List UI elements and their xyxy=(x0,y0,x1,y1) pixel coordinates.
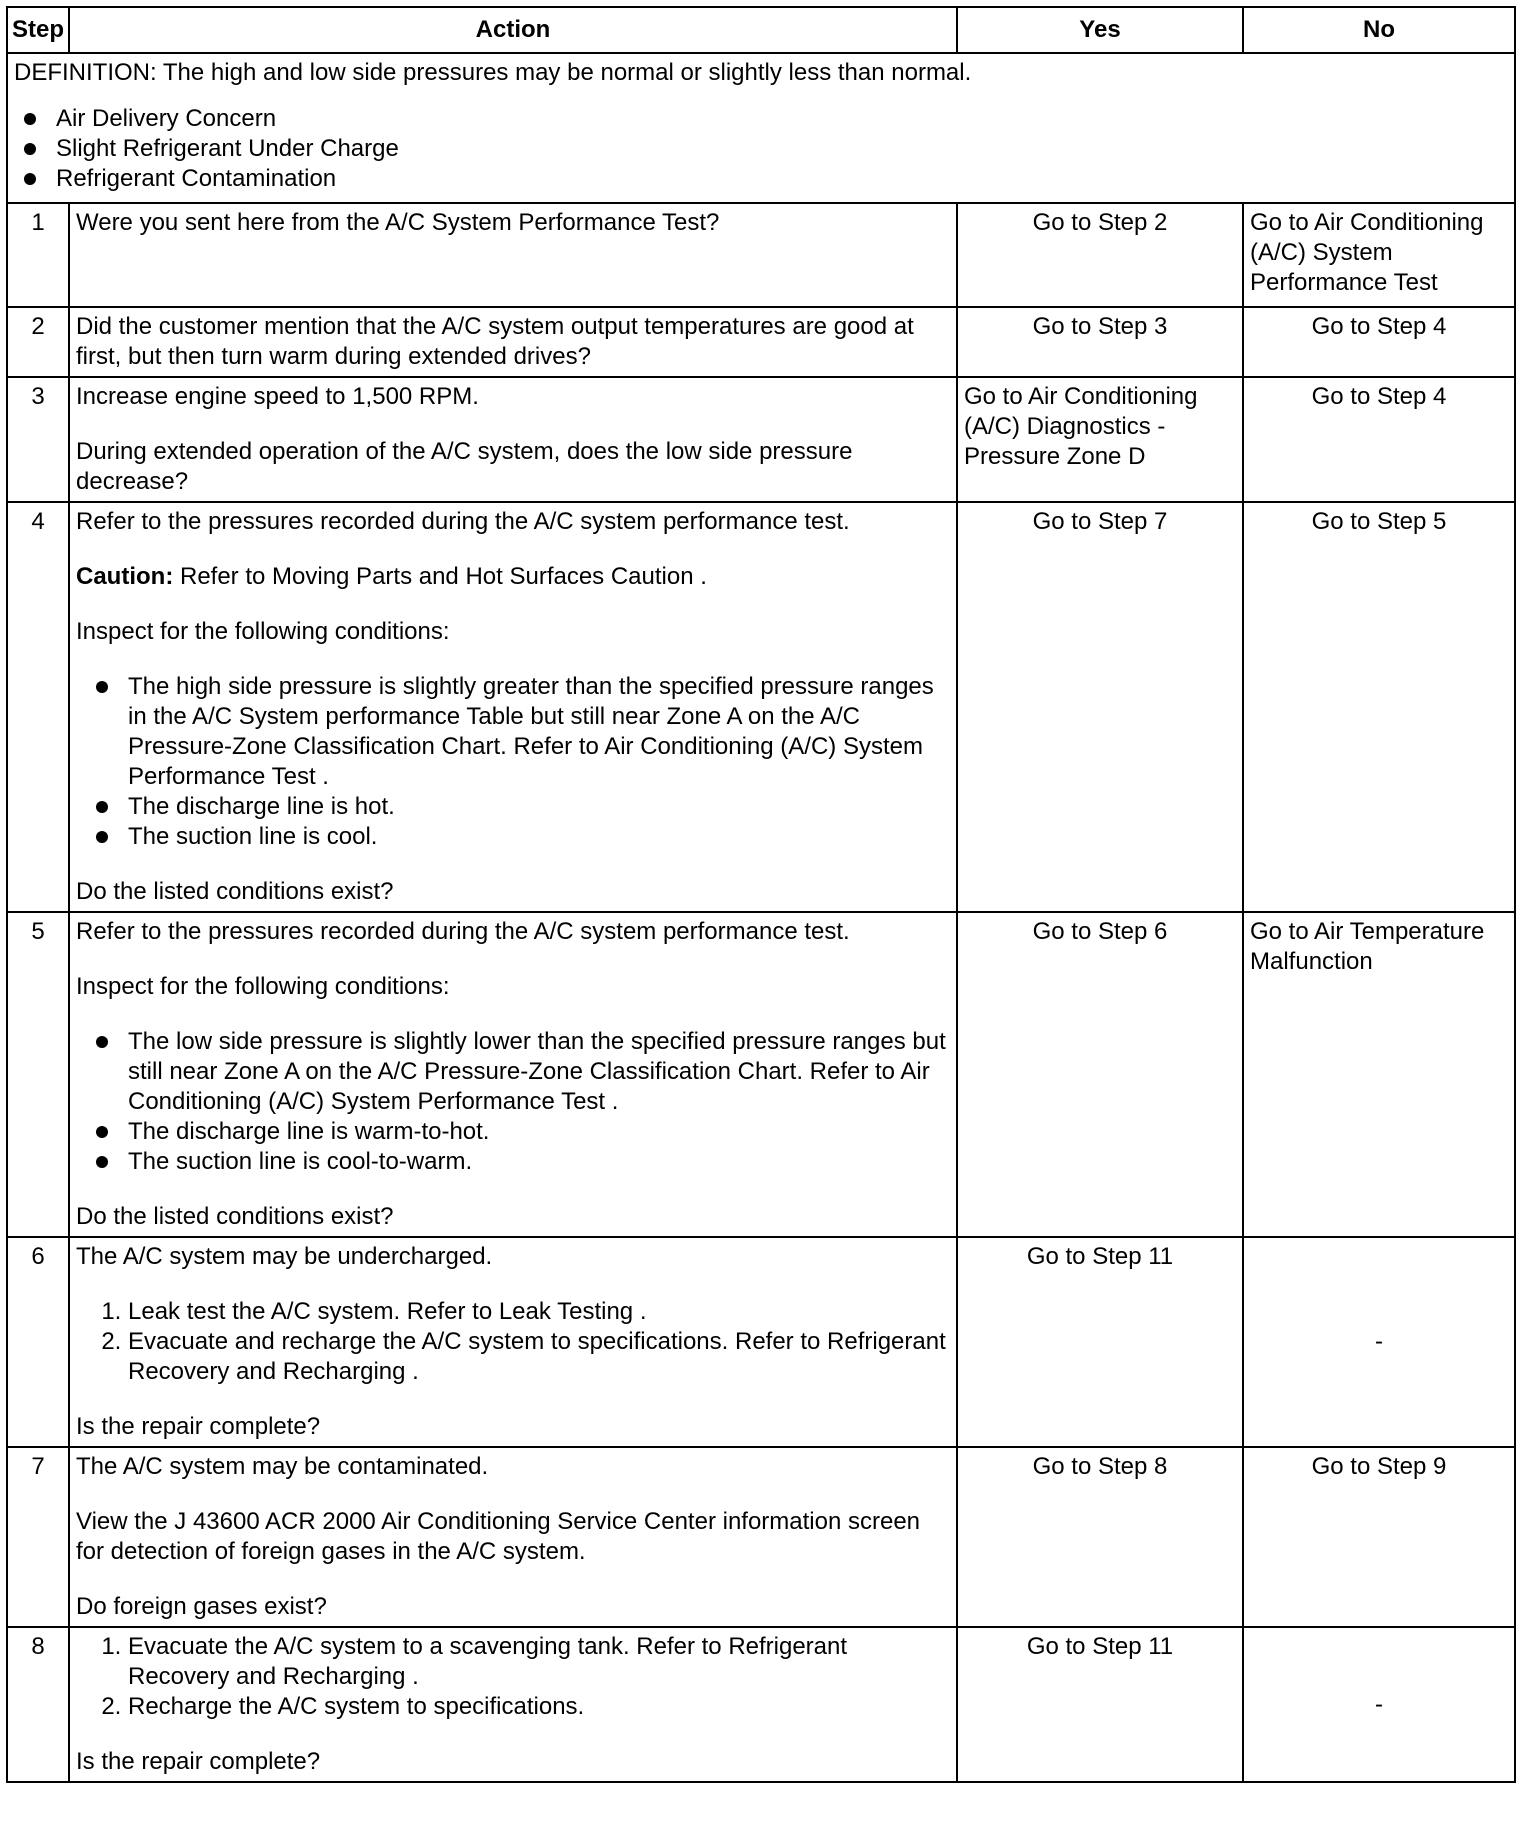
yes-cell: Go to Step 11 xyxy=(957,1237,1243,1447)
no-cell: Go to Step 4 xyxy=(1243,307,1515,377)
yes-cell: Go to Step 11 xyxy=(957,1627,1243,1782)
header-yes: Yes xyxy=(957,7,1243,53)
step-number: 6 xyxy=(7,1237,69,1447)
caution-text: Refer to Moving Parts and Hot Surfaces Caution . xyxy=(173,563,707,590)
list-item: Refrigerant Contamination xyxy=(56,164,1508,194)
no-cell: - xyxy=(1243,1237,1515,1447)
list-item: The suction line is cool. xyxy=(128,822,950,852)
no-cell: Go to Air Conditioning (A/C) System Performance Test xyxy=(1243,203,1515,307)
question-text: Did the customer mention that the A/C system output temperatures are good at first, but then turn warm during extended drives? xyxy=(76,313,914,370)
step-number: 5 xyxy=(7,912,69,1237)
action-cell xyxy=(69,307,957,377)
question-text: Do the listed conditions exist? xyxy=(76,1203,394,1230)
list-item: 2. Recharge the A/C system to specifications. xyxy=(128,1692,950,1722)
header-row xyxy=(7,7,1515,53)
table-row xyxy=(7,203,1515,307)
action-cell xyxy=(69,203,957,307)
no-cell: Go to Air Temperature Malfunction xyxy=(1243,912,1515,1237)
step-number: 1 xyxy=(7,203,69,307)
table-row xyxy=(7,1447,1515,1627)
step-number: 2 xyxy=(7,307,69,377)
header-step: Step xyxy=(7,7,69,53)
definition-cell xyxy=(7,53,1515,203)
action-cell xyxy=(69,377,957,502)
action-text: Refer to the pressures recorded during the A/C system performance test. xyxy=(76,918,850,945)
table-row xyxy=(7,1237,1515,1447)
yes-cell: Go to Air Conditioning (A/C) Diagnostics - Pressure Zone D xyxy=(957,377,1243,502)
list-item: 2. Evacuate and recharge the A/C system to specifications. Refer to Refrigerant Recovery and Recharging . xyxy=(128,1327,950,1387)
action-text: Increase engine speed to 1,500 RPM. xyxy=(76,383,479,410)
no-cell: Go to Step 4 xyxy=(1243,377,1515,502)
list-item: 1. Evacuate the A/C system to a scavenging tank. Refer to Refrigerant Recovery and Recharging . xyxy=(128,1632,950,1692)
question-text: Do foreign gases exist? xyxy=(76,1593,327,1620)
procedure-list xyxy=(76,1297,950,1387)
question-text: During extended operation of the A/C system, does the low side pressure decrease? xyxy=(76,438,853,495)
question-text: Do the listed conditions exist? xyxy=(76,878,394,905)
step-number: 8 xyxy=(7,1627,69,1782)
header-action: Action xyxy=(69,7,957,53)
caution-label: Caution: xyxy=(76,563,174,590)
caution-note xyxy=(76,562,950,592)
table-row xyxy=(7,912,1515,1237)
question-text: Is the repair complete? xyxy=(76,1413,321,1440)
list-item: Slight Refrigerant Under Charge xyxy=(56,134,1508,164)
action-text: Inspect for the following conditions: xyxy=(76,973,450,1000)
conditions-list xyxy=(76,1027,950,1177)
action-cell xyxy=(69,1447,957,1627)
list-item: The discharge line is hot. xyxy=(128,792,950,822)
action-text: Inspect for the following conditions: xyxy=(76,618,450,645)
list-item: The discharge line is warm-to-hot. xyxy=(128,1117,950,1147)
action-cell xyxy=(69,1627,957,1782)
list-item: 1. Leak test the A/C system. Refer to Leak Testing . xyxy=(128,1297,950,1327)
action-text: The A/C system may be contaminated. xyxy=(76,1453,489,1480)
definition-list xyxy=(14,104,1508,194)
diagnostic-table xyxy=(6,6,1516,1783)
step-number: 7 xyxy=(7,1447,69,1627)
yes-cell: Go to Step 6 xyxy=(957,912,1243,1237)
action-cell xyxy=(69,502,957,912)
definition-row xyxy=(7,53,1515,203)
list-item: The high side pressure is slightly greater than the specified pressure ranges in the A/C System performance Table but still near Zone A on the A/C Pressure-Zone Classification Chart. Refer to Air Conditioning (A/C) System Performance Test . xyxy=(128,672,950,792)
no-cell: Go to Step 5 xyxy=(1243,502,1515,912)
yes-cell: Go to Step 7 xyxy=(957,502,1243,912)
question-text: Is the repair complete? xyxy=(76,1748,321,1775)
question-text: Were you sent here from the A/C System Performance Test? xyxy=(76,209,720,236)
list-item: Air Delivery Concern xyxy=(56,104,1508,134)
table-row xyxy=(7,1627,1515,1782)
action-text: View the J 43600 ACR 2000 Air Conditioning Service Center information screen for detection of foreign gases in the A/C system. xyxy=(76,1508,921,1565)
action-text: Refer to the pressures recorded during the A/C system performance test. xyxy=(76,508,850,535)
header-no: No xyxy=(1243,7,1515,53)
no-cell: Go to Step 9 xyxy=(1243,1447,1515,1627)
list-item: The low side pressure is slightly lower than the specified pressure ranges but still near Zone A on the A/C Pressure-Zone Classification Chart. Refer to Air Conditioning (A/C) System Performance Test . xyxy=(128,1027,950,1117)
definition-text: DEFINITION: The high and low side pressures may be normal or slightly less than normal. xyxy=(14,59,972,86)
step-number: 4 xyxy=(7,502,69,912)
conditions-list xyxy=(76,672,950,852)
action-cell xyxy=(69,1237,957,1447)
procedure-list xyxy=(76,1632,950,1722)
yes-cell: Go to Step 3 xyxy=(957,307,1243,377)
yes-cell: Go to Step 8 xyxy=(957,1447,1243,1627)
step-number: 3 xyxy=(7,377,69,502)
no-cell: - xyxy=(1243,1627,1515,1782)
table-row xyxy=(7,377,1515,502)
action-cell xyxy=(69,912,957,1237)
table-row xyxy=(7,502,1515,912)
list-item: The suction line is cool-to-warm. xyxy=(128,1147,950,1177)
yes-cell: Go to Step 2 xyxy=(957,203,1243,307)
action-text: The A/C system may be undercharged. xyxy=(76,1243,493,1270)
table-row xyxy=(7,307,1515,377)
